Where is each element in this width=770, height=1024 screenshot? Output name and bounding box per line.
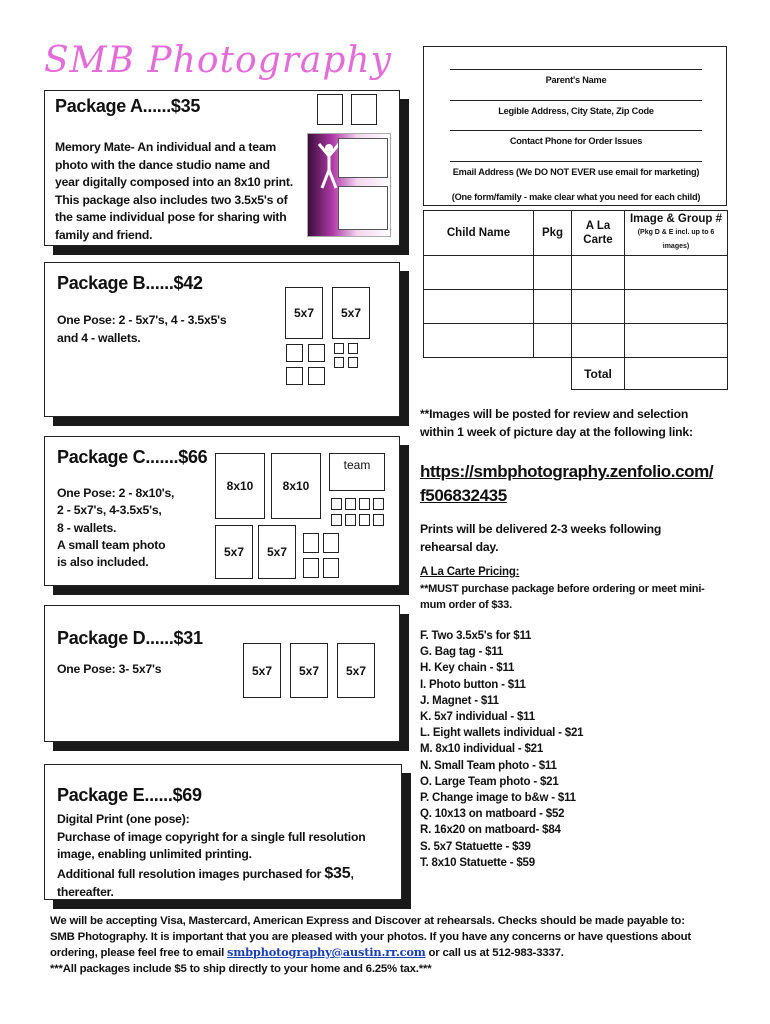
child-name-cell[interactable] <box>424 256 534 290</box>
price-item: J. Magnet - $11 <box>420 694 499 707</box>
package-e-extra-line2: thereafter. <box>57 884 114 899</box>
package-b-35x5-box <box>308 367 325 385</box>
package-c-wallet-box <box>331 498 342 510</box>
pricing-heading: A La Carte Pricing: <box>420 566 520 578</box>
package-b-title: Package B......$42 <box>57 273 203 293</box>
package-d-title: Package D......$31 <box>57 628 203 648</box>
package-d-description <box>57 661 161 679</box>
total-row <box>424 358 728 390</box>
footer-line-1: We will be accepting Visa, Mastercard, American Express and Discover at rehearsals. Checks should be made payable to: <box>50 915 685 927</box>
memory-mate-sample-image <box>307 133 391 237</box>
package-b-5x7-box-1: 5x7 <box>285 287 323 339</box>
images-posted-note: **Images will be posted for review and selection within 1 week of picture day at the following link: <box>420 407 693 439</box>
image-cell[interactable] <box>625 324 728 358</box>
table-row <box>424 324 728 358</box>
package-e-extra-price: $35 <box>324 865 351 882</box>
package-d-5x7-box-2: 5x7 <box>290 643 328 698</box>
address-field[interactable]: Legible Address, City State, Zip Code <box>450 100 702 116</box>
a-la-carte-price-list <box>420 628 583 871</box>
price-item: L. Eight wallets individual - $21 <box>420 727 584 740</box>
order-form-note: (One form/family - make clear what you need for each child) <box>451 192 701 202</box>
package-c-line: 8 - wallets. <box>57 520 117 535</box>
package-c-card <box>44 436 400 586</box>
package-a-line: Memory Mate- An individual and a team <box>55 140 277 154</box>
package-a-line: year digitally composed into an 8x10 print. <box>55 175 293 189</box>
package-e-extra <box>57 865 354 901</box>
package-b-35x5-box <box>286 367 303 385</box>
package-b-card <box>44 262 400 417</box>
package-c-8x10-box-2: 8x10 <box>271 453 321 519</box>
package-c-wallet-box <box>345 498 356 510</box>
package-c-35x5-box <box>323 558 339 578</box>
child-name-cell[interactable] <box>424 324 534 358</box>
memory-mate-photo-frame-1 <box>338 138 388 178</box>
memory-mate-photo-frame-2 <box>338 186 388 230</box>
package-a-title: Package A......$35 <box>55 96 201 116</box>
package-e-line: Purchase of image copyright for a single full resolution <box>57 829 366 844</box>
alacarte-cell[interactable] <box>572 256 625 290</box>
package-b-wallet-box <box>348 357 358 368</box>
table-row <box>424 290 728 324</box>
image-cell[interactable] <box>625 290 728 324</box>
price-item: K. 5x7 individual - $11 <box>420 711 535 724</box>
price-item: H. Key chain - $11 <box>420 662 515 675</box>
footer-notice <box>50 914 730 977</box>
package-c-35x5-box <box>303 558 319 578</box>
package-c-line: A small team photo <box>57 537 166 552</box>
image-cell[interactable] <box>625 256 728 290</box>
price-item: N. Small Team photo - $11 <box>420 759 557 772</box>
package-c-title: Package C.......$66 <box>57 447 208 467</box>
column-pkg: Pkg <box>534 211 572 256</box>
price-item: Q. 10x13 on matboard - $52 <box>420 808 565 821</box>
email-link[interactable]: smbphotography@austin.rr.com <box>227 945 426 959</box>
package-e-title: Package E......$69 <box>57 785 202 805</box>
order-form-panel <box>423 46 727 206</box>
package-e-description <box>57 811 365 864</box>
email-field[interactable]: Email Address (We DO NOT EVER use email for marketing) <box>450 161 702 177</box>
phone-field[interactable]: Contact Phone for Order Issues <box>450 130 702 146</box>
package-b-wallet-box <box>334 343 344 354</box>
alacarte-cell[interactable] <box>572 290 625 324</box>
zenfolio-link[interactable]: https://smbphotography.zenfolio.com/ f506832435 <box>420 462 714 505</box>
package-c-team-box <box>329 453 385 491</box>
package-e-card <box>44 764 402 900</box>
footer-brand: SMB Photography <box>50 930 145 943</box>
alacarte-cell[interactable] <box>572 324 625 358</box>
package-d-5x7-box-1: 5x7 <box>243 643 281 698</box>
package-b-35x5-box <box>286 344 303 362</box>
package-a-description <box>55 139 293 244</box>
price-item: S. 5x7 Statuette - $39 <box>420 840 531 853</box>
package-a-line: the same individual pose for sharing with <box>55 210 287 224</box>
package-e-line: image, enabling unlimited printing. <box>57 847 252 861</box>
column-a-la-carte: A La Carte <box>572 211 625 256</box>
total-label: Total <box>572 358 625 390</box>
price-item: F. Two 3.5x5's for $11 <box>420 630 532 642</box>
package-c-team-label: team <box>343 458 371 472</box>
order-table <box>423 210 728 390</box>
package-a-card <box>44 90 400 246</box>
package-c-wallet-box <box>359 514 370 526</box>
package-d-5x7-box-3: 5x7 <box>337 643 375 698</box>
package-c-wallet-box <box>345 514 356 526</box>
package-c-wallet-box <box>373 514 384 526</box>
package-b-35x5-box <box>308 344 325 362</box>
package-c-35x5-box <box>323 533 339 553</box>
package-a-wallet-box-2 <box>351 94 377 125</box>
package-c-5x7-box-2: 5x7 <box>258 525 296 579</box>
price-item: G. Bag tag - $11 <box>420 646 504 659</box>
package-b-description <box>57 312 226 347</box>
column-child-name: Child Name <box>424 211 534 256</box>
package-b-wallet-box <box>348 343 358 354</box>
pkg-cell[interactable] <box>534 256 572 290</box>
brand-title: SMB Photography <box>44 40 392 81</box>
footer-line-4: ***All packages include $5 to ship directly to your home and 6.25% tax.*** <box>50 962 432 975</box>
child-name-cell[interactable] <box>424 290 534 324</box>
price-item: P. Change image to b&w - $11 <box>420 792 576 805</box>
price-item: T. 8x10 Statuette - $59 <box>420 856 535 869</box>
package-c-5x7-box-1: 5x7 <box>215 525 253 579</box>
package-b-line: and 4 - wallets. <box>57 330 141 345</box>
package-a-line: family and friend. <box>55 227 153 242</box>
package-c-8x10-box-1: 8x10 <box>215 453 265 519</box>
package-e-extra-prefix: Additional full resolution images purchased for <box>57 867 325 881</box>
pricing-note: **MUST purchase package before ordering or meet mini- mum order of $33. <box>420 583 705 611</box>
pkg-cell[interactable] <box>534 324 572 358</box>
package-c-description <box>57 485 174 571</box>
package-c-wallet-box <box>373 498 384 510</box>
table-row <box>424 256 728 290</box>
package-e-line: Digital Print (one pose): <box>57 812 190 826</box>
package-e-extra-suffix: , <box>350 867 354 881</box>
total-value-cell[interactable] <box>625 358 728 390</box>
package-b-5x7-box-2: 5x7 <box>332 287 370 339</box>
pkg-cell[interactable] <box>534 290 572 324</box>
price-item: I. Photo button - $11 <box>420 678 526 691</box>
parents-name-field[interactable]: Parent's Name <box>450 69 702 85</box>
package-c-wallet-box <box>359 498 370 510</box>
package-a-line: This package also includes two 3.5x5's of <box>55 192 288 207</box>
footer-line-2: SMB Photography. It is important that you are pleased with your photos. If you have any concerns or have questions about <box>50 930 691 943</box>
package-b-line: One Pose: 2 - 5x7's, 4 - 3.5x5's <box>57 313 227 327</box>
column-image-group: Image & Group # (Pkg D & E incl. up to 6 images) <box>625 211 728 256</box>
price-item: O. Large Team photo - $21 <box>420 775 559 788</box>
package-c-line: One Pose: 2 - 8x10's, <box>57 486 175 500</box>
price-item: R. 16x20 on matboard- $84 <box>420 824 561 837</box>
package-d-card <box>44 605 400 742</box>
price-item: M. 8x10 individual - $21 <box>420 743 544 756</box>
package-c-line: 2 - 5x7's, 4-3.5x5's, <box>57 503 162 518</box>
footer-line-3: ordering, please feel free to email smbphotography@austin.rr.com or call us at 512-983-3337. <box>50 945 564 959</box>
delivery-note: Prints will be delivered 2-3 weeks following rehearsal day. <box>420 522 662 554</box>
package-a-line: photo with the dance studio name and <box>55 157 270 172</box>
package-a-wallet-box-1 <box>317 94 343 125</box>
package-c-line: is also included. <box>57 555 149 570</box>
package-d-line: One Pose: 3- 5x7's <box>57 662 162 676</box>
package-c-wallet-box <box>331 514 342 526</box>
package-b-wallet-box <box>334 357 344 368</box>
package-c-35x5-box <box>303 533 319 553</box>
